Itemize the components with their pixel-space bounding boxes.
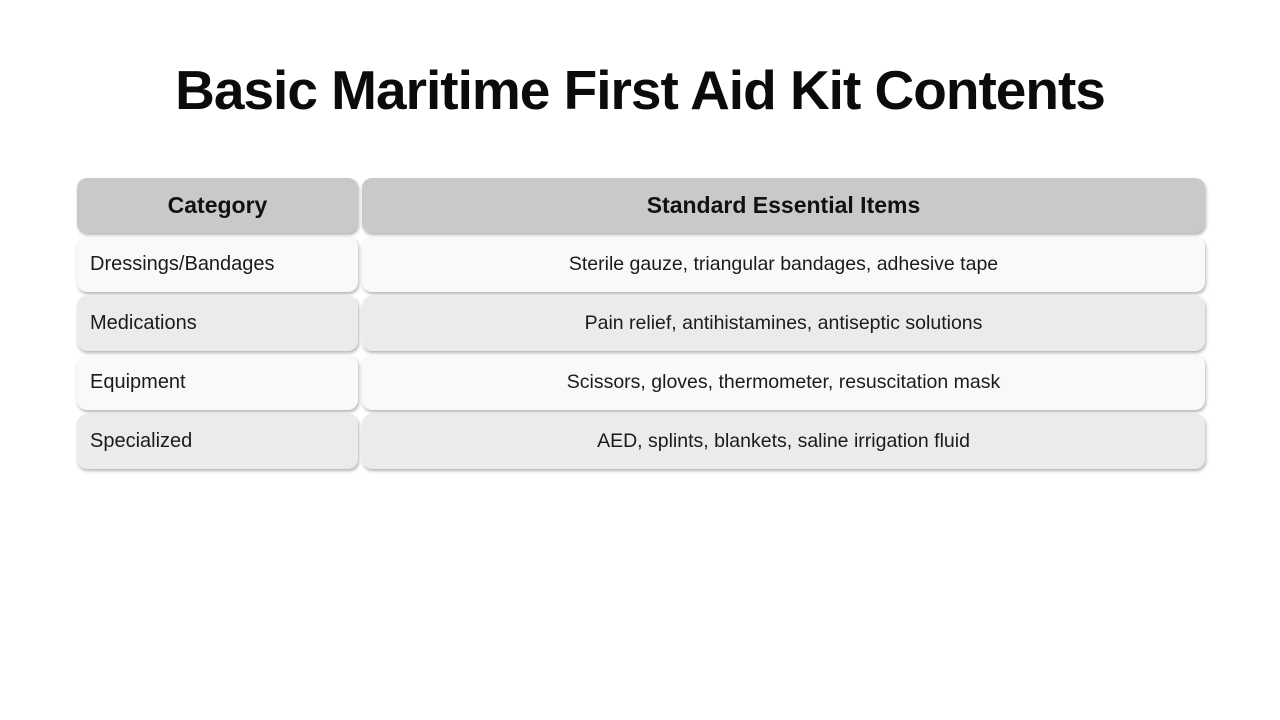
column-header-items: Standard Essential Items <box>362 178 1205 233</box>
column-header-category: Category <box>77 178 358 233</box>
table-cell-category: Dressings/Bandages <box>77 237 358 292</box>
table-cell-items: Sterile gauze, triangular bandages, adhesive tape <box>362 237 1205 292</box>
table-cell-items: Scissors, gloves, thermometer, resuscitation mask <box>362 355 1205 410</box>
page-title: Basic Maritime First Aid Kit Contents <box>175 59 1105 121</box>
table-cell-items: Pain relief, antihistamines, antiseptic solutions <box>362 296 1205 351</box>
table-cell-category: Specialized <box>77 414 358 469</box>
table-cell-category: Medications <box>77 296 358 351</box>
table-cell-category: Equipment <box>77 355 358 410</box>
table-cell-items: AED, splints, blankets, saline irrigation fluid <box>362 414 1205 469</box>
first-aid-kit-table <box>77 178 1205 469</box>
